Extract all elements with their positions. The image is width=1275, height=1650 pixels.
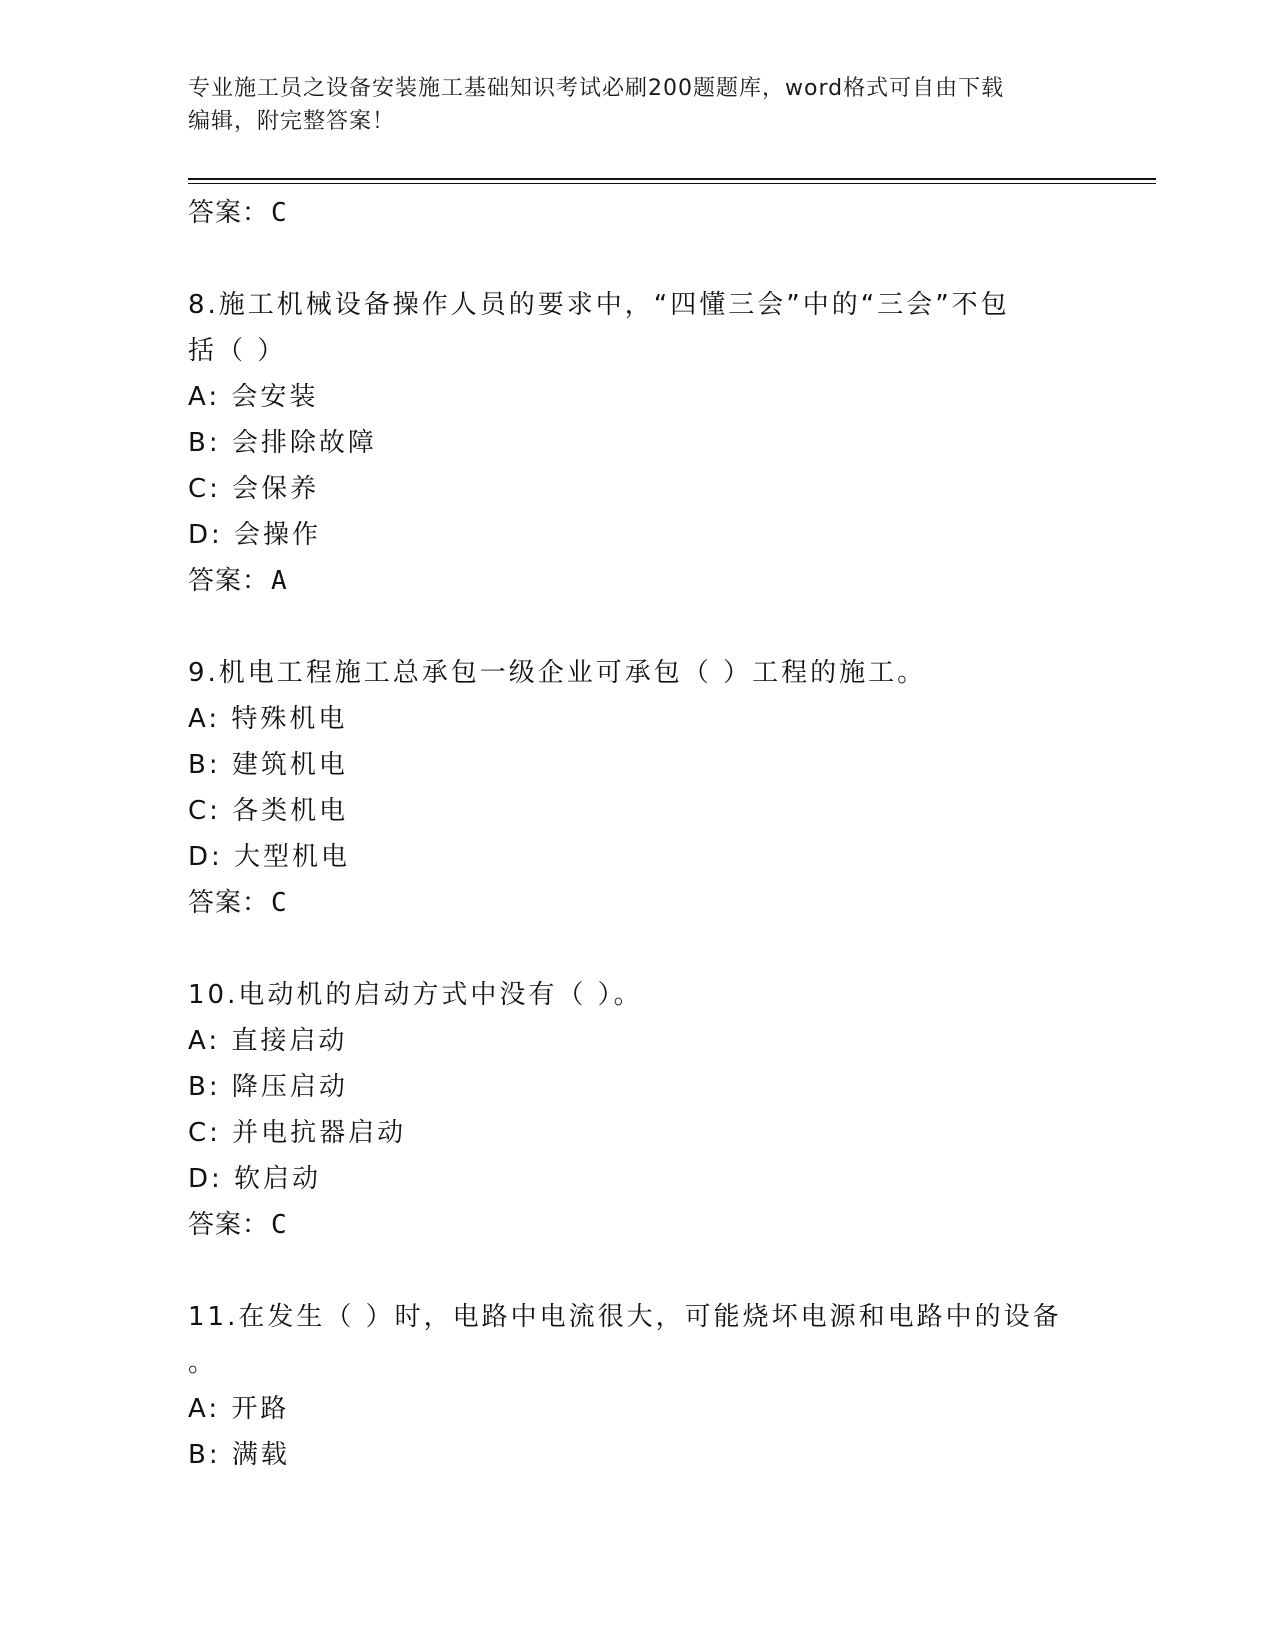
question-list	[188, 190, 1088, 1478]
option-b: B: 会排除故障	[188, 428, 377, 458]
document-header	[188, 72, 1068, 138]
option-c: C: 会保养	[188, 474, 320, 504]
option-a: A: 会安装	[188, 382, 319, 412]
question-stem-continued: 括（ ）	[188, 336, 287, 366]
spacer	[188, 1248, 1088, 1294]
option-c: C: 并电抗器启动	[188, 1118, 407, 1148]
header-divider-thick	[188, 178, 1156, 180]
option-a: A: 开路	[188, 1394, 290, 1424]
header-line-2: 编辑，附完整答案！	[188, 109, 396, 134]
answer-prefix: 答案：	[188, 566, 270, 596]
option-b: B: 满载	[188, 1440, 290, 1470]
option-d: D: 软启动	[188, 1164, 322, 1194]
option-d: D: 会操作	[188, 520, 322, 550]
answer-value: A	[271, 566, 288, 596]
answer-line	[188, 880, 1088, 926]
answer-prefix: 答案：	[188, 198, 270, 228]
question-stem: 10.电动机的启动方式中没有（ ）。	[188, 980, 643, 1010]
answer-prefix: 答案：	[188, 888, 270, 918]
option-c: C: 各类机电	[188, 796, 349, 826]
question-block	[188, 972, 1088, 1248]
option-d: D: 大型机电	[188, 842, 351, 872]
question-stem: 11.在发生（ ）时，电路中电流很大，可能烧坏电源和电路中的设备	[188, 1302, 1062, 1332]
answer-value: C	[271, 888, 288, 918]
answer-line	[188, 1202, 1088, 1248]
answer-value: C	[271, 198, 288, 228]
option-b: B: 降压启动	[188, 1072, 348, 1102]
answer-prefix: 答案：	[188, 1210, 270, 1240]
answer-line	[188, 558, 1088, 604]
question-block	[188, 282, 1088, 604]
question-block	[188, 1294, 1088, 1478]
spacer	[188, 236, 1088, 282]
answer-value: C	[271, 1210, 288, 1240]
question-stem: 8.施工机械设备操作人员的要求中，“四懂三会”中的“三会”不包	[188, 290, 1010, 320]
header-line-1: 专业施工员之设备安装施工基础知识考试必刷200题题库，word格式可自由下载	[188, 76, 1005, 101]
question-stem-continued: 。	[188, 1348, 218, 1378]
option-b: B: 建筑机电	[188, 750, 348, 780]
option-a: A: 直接启动	[188, 1026, 348, 1056]
question-block	[188, 650, 1088, 926]
spacer	[188, 926, 1088, 972]
answer-line	[188, 190, 1088, 236]
spacer	[188, 604, 1088, 650]
option-a: A: 特殊机电	[188, 704, 348, 734]
question-stem: 9.机电工程施工总承包一级企业可承包（ ）工程的施工。	[188, 658, 927, 688]
header-divider-thin	[188, 183, 1156, 184]
